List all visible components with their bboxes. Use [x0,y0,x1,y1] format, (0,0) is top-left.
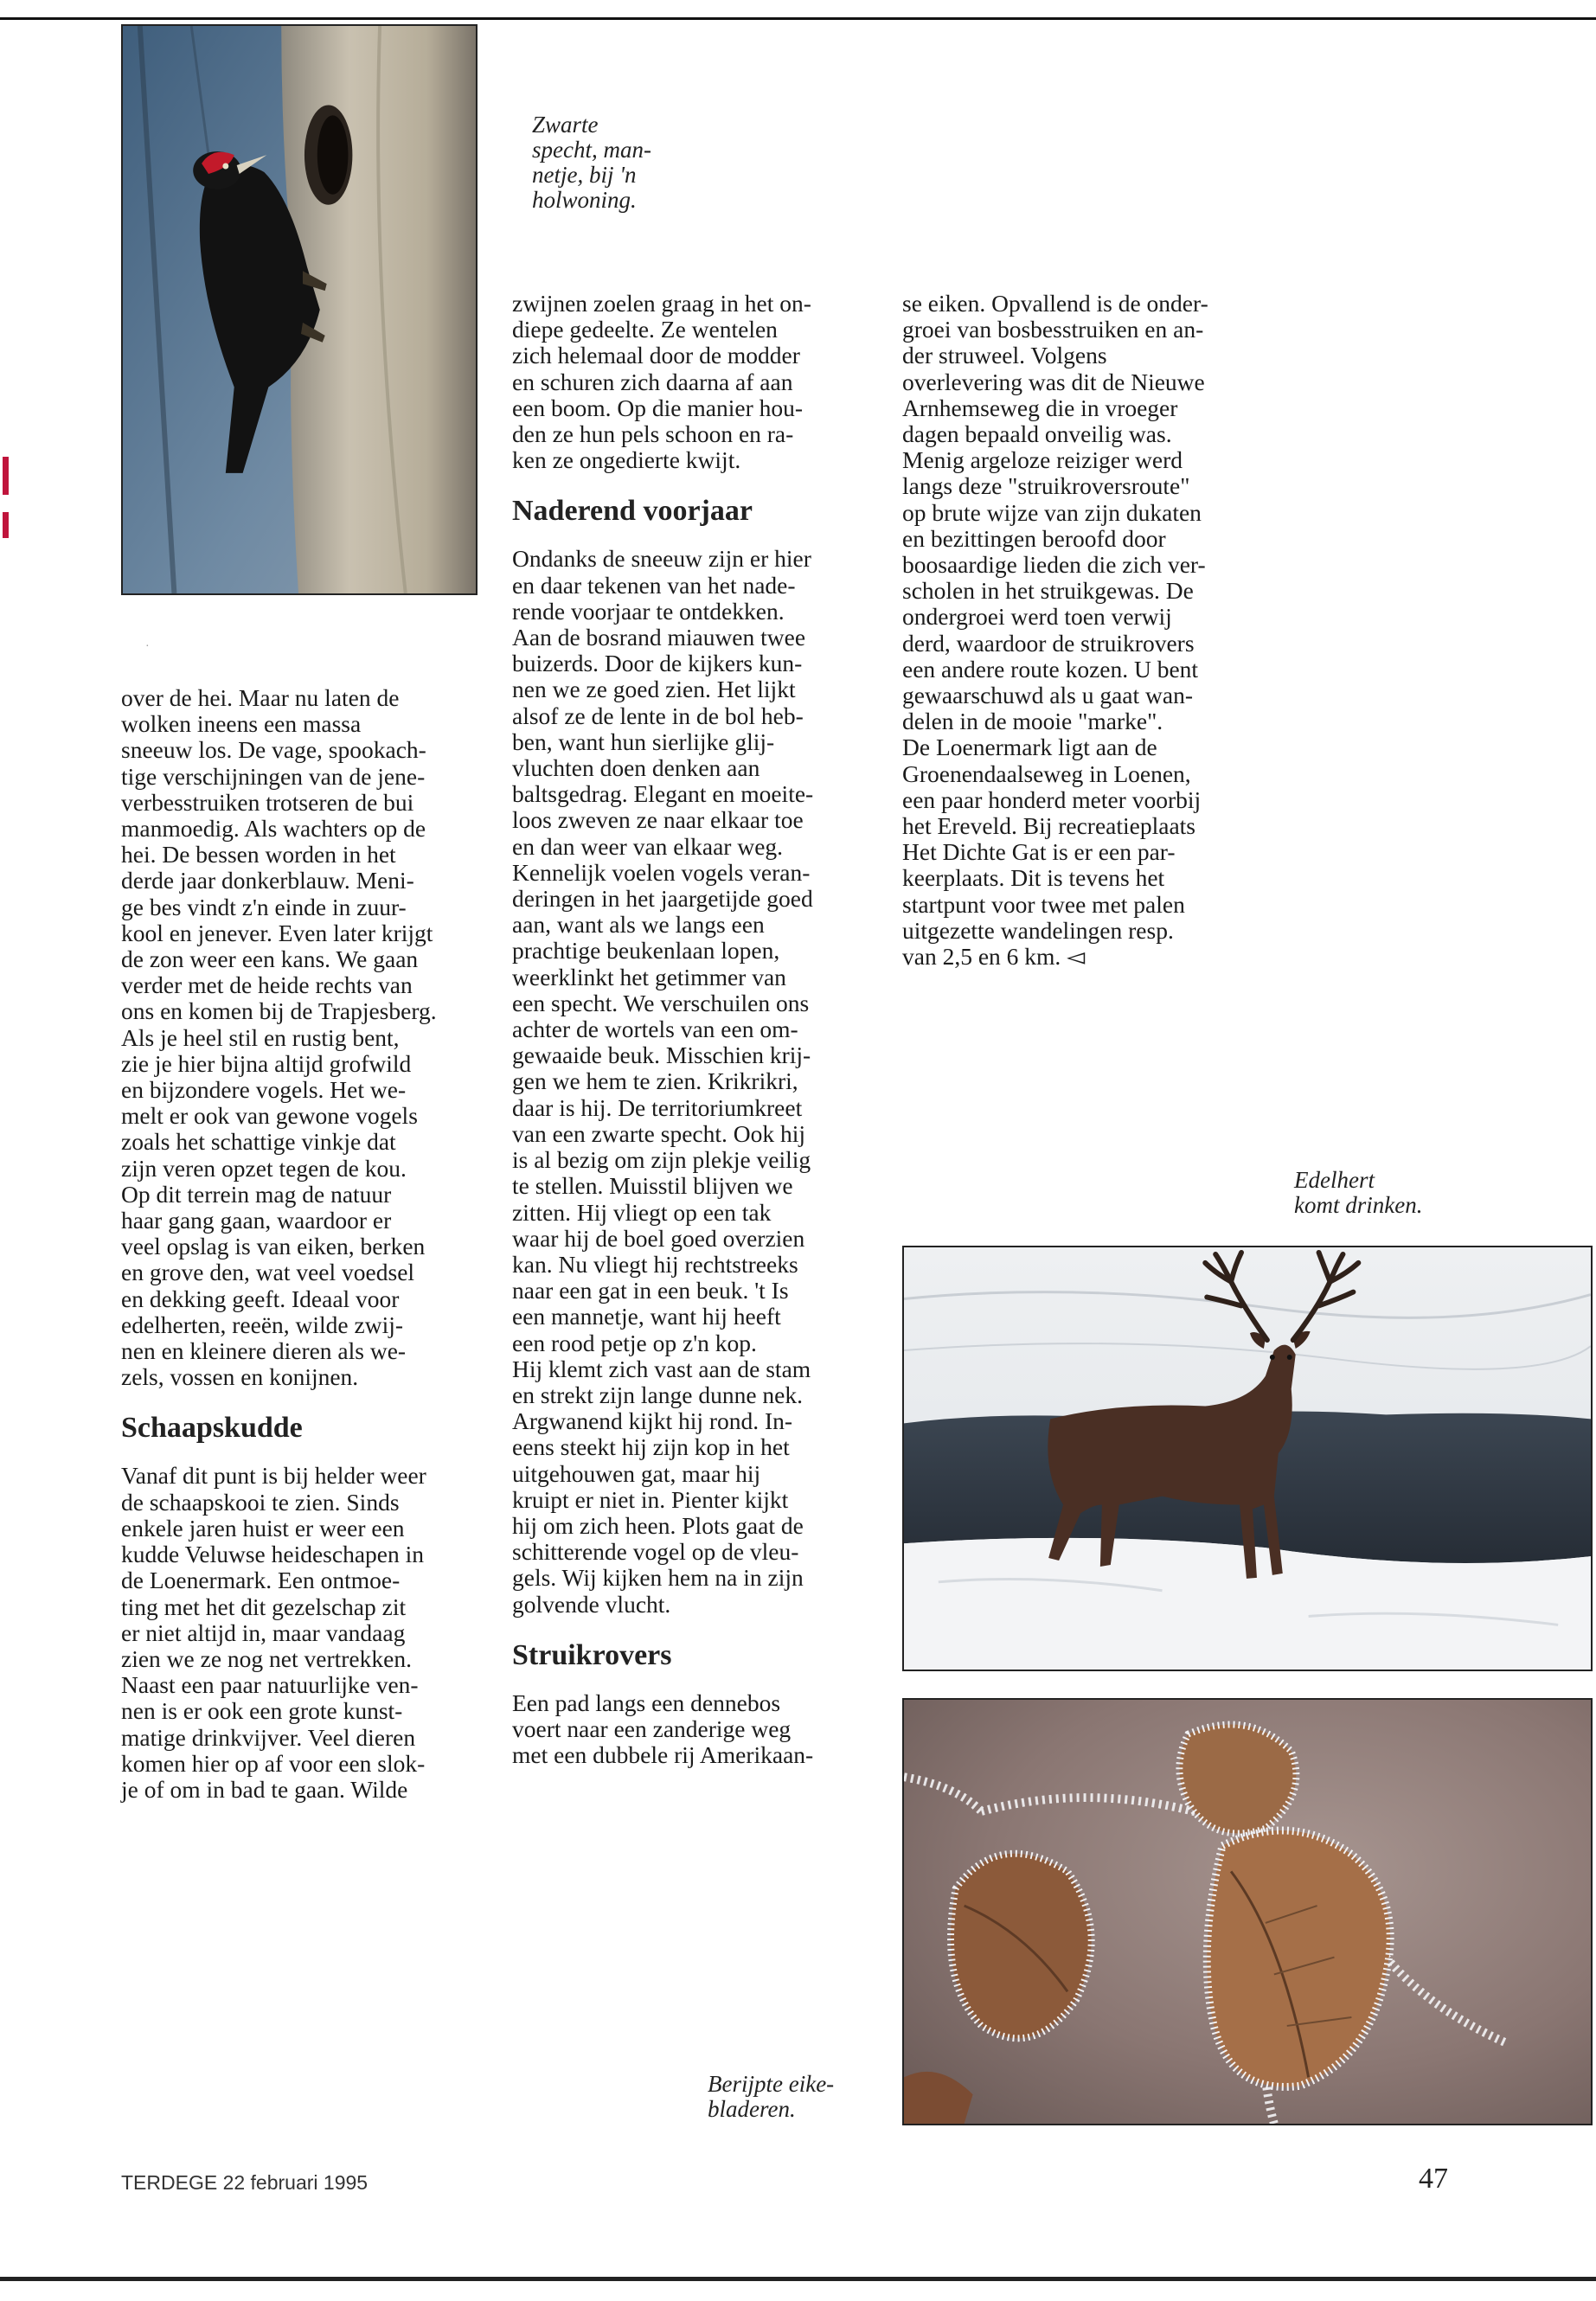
paragraph: Ondanks de sneeuw zijn er hier en daar tekenen van het nade- rende voorjaar te ontdekken. Aan de bosrand miauwen twee buizerds. Door de kijkers kun- nen we ze goed zien. Het lijkt alsof ze de lente in de bol heb- ben, want hun sierlijke glij- vluchten doen denken aan baltsgedrag. Elegant en moeite- loos zweven ze naar elkaar toe en dan weer van elkaar weg. Kennelijk voelen vogels veran- deringen in het jaargetijde goed aan, want als we langs een prachtige beukenlaan lopen, weerklinkt het getimmer van een specht. We verschuilen ons achter de wortels van een om- gewaaide beuk. Misschien krij- gen we hem te zien. Krikrikri, daar is hij. De territoriumkreet van een zwarte specht. Ook hij is al bezig om zijn plekje veilig te stellen. Muisstil blijven we zitten. Hij vliegt op een tak waar hij de boel goed overzien kan. Nu vliegt hij rechtstreeks naar een gat in een beuk. 't Is een mannetje, want hij heeft een rood petje op z'n kop. Hij klemt zich vast aan de stam en strekt zijn lange dunne nek. Argwanend kijkt hij rond. In- eens steekt hij zijn kop in het uitgehouwen gat, maar hij kruipt er niet in. Pienter kijkt hij om zich heen. Plots gaat de schitterende vogel op de vleu- gels. Wij kijken hem na in zijn golvende vlucht. [512,545,814,1618]
top-rule [0,17,1596,20]
woodpecker-caption [532,112,731,213]
frosted-leaves-photo [902,1698,1593,2125]
section-heading: Schaapskudde [121,1412,303,1445]
paragraph: Een pad langs een dennebos voert naar een zanderige weg met een dubbele rij Amerikaan- [512,1689,814,1769]
paragraph: over de hei. Maar nu laten de wolken ineens een massa sneeuw los. De vage, spookach- tige verschijningen van de jene- verbesstruiken trotseren de bui manmoedig. Als wachters op de hei. De bessen worden in het derde jaar donkerblauw. Meni- ge bes vindt z'n einde in zuur- kool en jenever. Even later krijgt de zon weer een kans. We gaan verder met de heide rechts van ons en komen bij de Trapjesberg. Als je heel stil en rustig bent, zie je hier bijna altijd grofwild en bijzondere vogels. Het we- melt er ook van gewone vogels zoals het schattige vinkje dat zijn veren opzet tegen de kou. Op dit terrein mag de natuur haar gang gaan, waardoor er veel opslag is van eiken, berken en grove den, wat veel voedsel en dekking geeft. Ideaal voor edelherten, reeën, wilde zwij- nen en kleinere dieren als we- zels, vossen en konijnen. [121,684,437,1391]
page-number: 47 [1419,2163,1448,2195]
deer-photo [902,1246,1593,1671]
edge-mark [3,457,9,495]
section-heading: Naderend voorjaar [512,495,753,528]
paragraph: Vanaf dit punt is bij helder weer de schaapskooi te zien. Sinds enkele jaren huist er weer een kudde Veluwse heideschapen in de Loenermark. Een ontmoe- ting met het dit gezelschap zit er niet altijd in, maar vandaag zien we ze nog net vertrekken. Naast een paar natuurlijke ven- nen is er ook een grote kunst- matige drinkvijver. Veel dieren komen hier op af voor een slok- je of om in bad te gaan. Wilde [121,1462,426,1803]
paragraph: zwijnen zoelen graag in het on- diepe gedeelte. Ze wentelen zich helemaal door de modder en schuren zich daarna af aan een boom. Op die manier hou- den ze hun pels schoon en ra- ken ze ongedierte kwijt. [512,290,811,474]
text-column-3 [902,291,1283,970]
publication-footer: TERDEGE 22 februari 1995 [121,2171,369,2194]
caption-text: Zwarte specht, man- netje, bij 'n holwoning. [532,112,651,213]
caption-text: Edelhert komt drinken. [1294,1167,1423,1218]
woodpecker-photo [121,24,478,595]
stray-mark: · [145,640,150,653]
text-column-1 [121,685,493,1803]
section-heading: Struikrovers [512,1638,672,1671]
deer-caption [1294,1168,1493,1218]
caption-text: Berijpte eike- bladeren. [708,2071,835,2122]
text-column-2 [512,291,884,1768]
edge-mark [3,512,9,538]
bottom-rule [0,2277,1596,2281]
paragraph: se eiken. Opvallend is de onder- groei van bosbesstruiken en an- der struweel. Volgens overlevering was dit de Nieuwe Arnhemseweg die in vroeger dagen bepaald onveilig was. Menig argeloze reiziger werd langs deze "struikroversroute" op brute wijze van zijn dukaten en bezittingen beroofd door boosaardige lieden die zich ver- scholen in het struikgewas. De ondergroei werd toen verwij derd, waardoor de struikrovers een andere route kozen. U bent gewaarschuwd als u gaat wan- delen in de mooie "marke". De Loenermark ligt aan de Groenendaalseweg in Loenen, een paar honderd meter voorbij het Ereveld. Bij recreatieplaats Het Dichte Gat is er een par- keerplaats. Dit is tevens het startpunt voor twee met palen uitgezette wandelingen resp. van 2,5 en 6 km. ◅ [902,290,1208,971]
leaves-caption [708,2072,881,2122]
